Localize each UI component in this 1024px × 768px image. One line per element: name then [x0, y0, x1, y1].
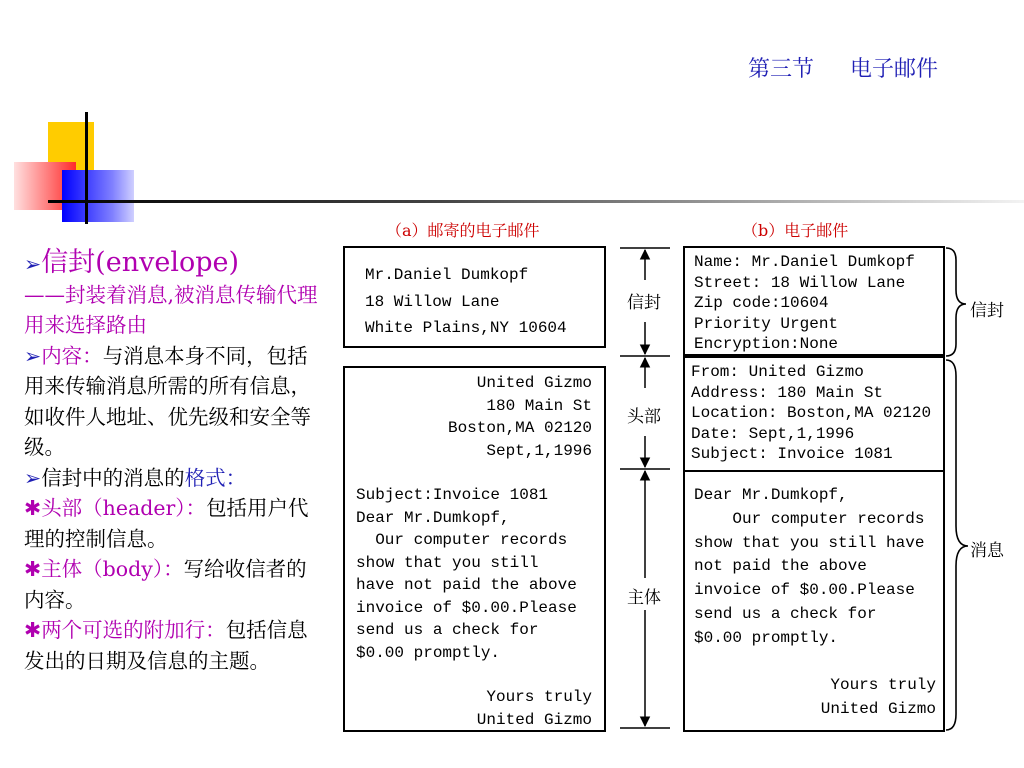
- postal-sender-block: United Gizmo 180 Main St Boston,MA 02120 Sept,1,1996: [447, 374, 592, 460]
- label-header-middle: 头部: [627, 407, 661, 427]
- envelope-brace: [946, 248, 966, 356]
- decor-vertical-line: [85, 112, 88, 224]
- dimension-arrows: [615, 240, 675, 740]
- decor-blue-square: [62, 170, 134, 222]
- arrow-bullet-icon: ➢: [24, 343, 42, 368]
- star-bullet-icon: ✱: [24, 496, 42, 520]
- message-brace: [946, 360, 968, 730]
- description-panel: [24, 248, 324, 676]
- decor-horizontal-line: [48, 200, 1024, 203]
- star-bullet-icon: ✱: [24, 618, 42, 642]
- content-item: ➢内容：与消息本身不同，包括用来传输消息所需的所有信息，如收件人地址、优先级和安全等级。: [24, 343, 311, 459]
- page-title: [748, 52, 974, 83]
- format-item: ➢信封中的消息的格式：: [24, 465, 247, 490]
- label-envelope-right: 信封: [970, 301, 1004, 321]
- star-bullet-icon: ✱: [24, 557, 42, 581]
- label-message-right: 消息: [970, 541, 1004, 561]
- arrow-bullet-icon: ➢: [24, 465, 42, 490]
- label-envelope-middle: 信封: [627, 293, 661, 313]
- optional-item: ✱两个可选的附加行：包括信息发出的日期及信息的主题。: [24, 618, 308, 673]
- email-envelope-fields: Name: Mr.Daniel Dumkopf Street: 18 Willow Lane Zip code:10604 Priority Urgent Encryption:None: [694, 253, 915, 353]
- caption-email: （b）电子邮件: [742, 221, 849, 240]
- label-body-middle: 主体: [627, 588, 661, 608]
- email-body-text: Dear Mr.Dumkopf, Our computer records show that you still have not paid the above invoice of $0.00.Please send us a check for $0.00 promptly.: [694, 486, 925, 647]
- header-item: ✱头部（header）：包括用户代理的控制信息。: [24, 496, 309, 551]
- section-number: 第三节: [748, 57, 815, 82]
- envelope-description: ——封装着消息,被消息传输代理用来选择路由: [24, 282, 318, 337]
- postal-letter-box: [343, 366, 606, 732]
- postal-envelope-address: Mr.Daniel Dumkopf 18 Willow Lane White Plains,NY 10604: [365, 266, 567, 337]
- email-envelope-box: [683, 246, 945, 356]
- postal-envelope-box: [343, 246, 606, 348]
- postal-closing: Yours truly United Gizmo: [476, 688, 592, 729]
- body-item: ✱主体（body）：写给收信者的内容。: [24, 557, 307, 612]
- email-body-box: [683, 470, 945, 732]
- email-closing: Yours truly United Gizmo: [820, 676, 936, 718]
- section-title: 电子邮件: [850, 57, 939, 82]
- caption-postal-mail: （a）邮寄的电子邮件: [386, 221, 540, 240]
- postal-body-text: Subject:Invoice 1081 Dear Mr.Dumkopf, Our computer records show that you still have not paid the above invoice of $0.00.Please send us a check for $0.00 promptly.: [356, 486, 577, 662]
- email-header-box: [683, 356, 945, 472]
- email-header-fields: From: United Gizmo Address: 180 Main St Location: Boston,MA 02120 Date: Sept,1,1996 Subject: Invoice 1081: [691, 363, 932, 463]
- envelope-heading: ➢信封(envelope): [24, 247, 240, 278]
- arrow-bullet-icon: ➢: [24, 252, 42, 276]
